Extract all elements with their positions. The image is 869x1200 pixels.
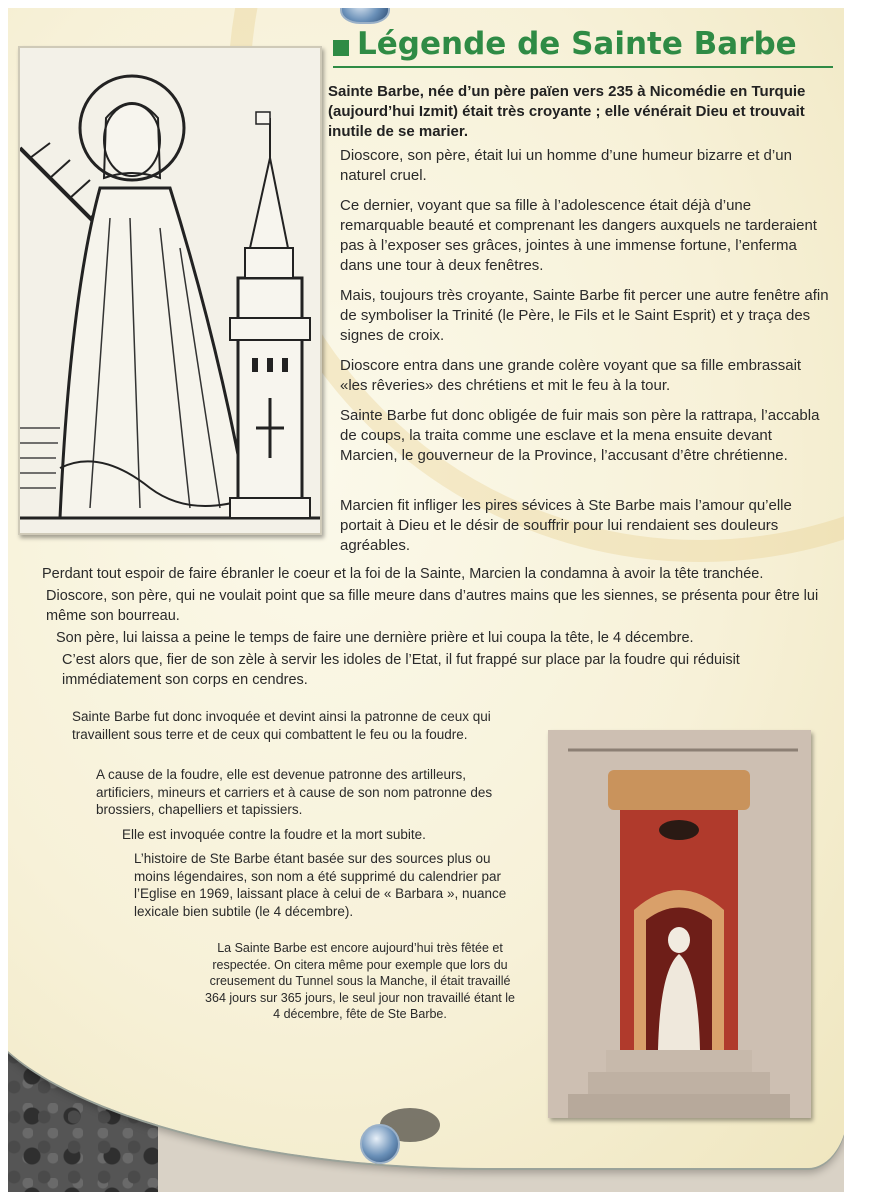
paragraph-15: La Sainte Barbe est encore aujourd’hui très fêtée et respectée. On citera même pour exemple que lors du creusement du Tunnel sous la Manche, il était travaillé 364 jours sur 365 jours, le seul jour non travaillé étant le 4 décembre, fête de Ste Barbe. bbox=[205, 941, 515, 1021]
paragraph-14: L’histoire de Ste Barbe étant basée sur des sources plus ou moins légendaires, son nom a été supprimé du calendrier par l’Eglise en 1969, laissant place à celui de « Barbara », nuance lexicale bien subtile (le 4 décembre). bbox=[134, 851, 507, 919]
title-block bbox=[333, 22, 833, 68]
statue-tower-icon bbox=[548, 730, 811, 1118]
paragraph-8: Dioscore, son père, qui ne voulait point que sa fille meure dans d’autres mains que les siennes, se présenta pour être lui même son bourreau. bbox=[46, 588, 819, 624]
paragraph-11: Sainte Barbe fut donc invoquée et devint ainsi la patronne de ceux qui travaillent sous terre et de ceux qui combattent le feu ou la foudre. bbox=[72, 709, 491, 742]
paragraph-12: A cause de la foudre, elle est devenue patronne des artilleurs, artificiers, mineurs et carriers et à cause de son nom patronne des brossiers, chapelliers et tapissiers. bbox=[96, 767, 493, 817]
woodcut-illustration bbox=[18, 46, 322, 535]
square-bullet-icon bbox=[333, 40, 349, 56]
photo-background bbox=[8, 8, 844, 1192]
paragraph-10: C’est alors que, fier de son zèle à servir les idoles de l’Etat, il fut frappé sur place par la foudre qui réduisit immédiatement son corps en cendres. bbox=[62, 652, 740, 688]
page-title: Légende de Sainte Barbe bbox=[357, 26, 797, 62]
statue-photo bbox=[548, 730, 811, 1118]
paragraph-2: Ce dernier, voyant que sa fille à l’adolescence était déjà d’une remarquable beauté et comprenant les dangers auxquels ne tarderaient pas à l’exposer ses grâces, jointes à une immense fortune, l’enferma dans une tour à deux fenêtres. bbox=[340, 197, 817, 274]
paragraph-3: Mais, toujours très croyante, Sainte Barbe fit percer une autre fenêtre afin de symboliser la Trinité (le Père, le Fils et le Saint Esprit) et y traça des signes de croix. bbox=[340, 287, 829, 344]
saint-barbara-woodcut-icon bbox=[20, 48, 320, 533]
paragraph-13: Elle est invoquée contre la foudre et la mort subite. bbox=[122, 827, 426, 842]
paragraph-9: Son père, lui laissa a peine le temps de faire une dernière prière et lui coupa la tête, le 4 décembre. bbox=[56, 630, 694, 646]
paragraph-7: Perdant tout espoir de faire ébranler le coeur et la foi de la Sainte, Marcien la condamna à avoir la tête tranchée. bbox=[42, 566, 764, 582]
intro-paragraph: Sainte Barbe, née d’un père païen vers 235 à Nicomédie en Turquie (aujourd’hui Izmit) était très croyante ; elle vénérait Dieu et trouvait inutile de se marier. bbox=[328, 83, 806, 140]
mounting-bolt-bottom bbox=[360, 1124, 400, 1164]
paragraph-5: Sainte Barbe fut donc obligée de fuir mais son père la rattrapa, l’accabla de coups, la traita comme une esclave et la mena ensuite devant Marcien, le gouverneur de la Province, l’accusant d’être chrétienne. bbox=[340, 407, 820, 464]
paragraph-4: Dioscore entra dans une grande colère voyant que sa fille embrassait «les rêveries» des chrétiens et mit le feu à la tour. bbox=[340, 357, 802, 394]
paragraph-6: Marcien fit infliger les pires sévices à Ste Barbe mais l’amour qu’elle portait à Dieu et le désir de souffrir pour lui rendaient ses douleurs agréables. bbox=[340, 497, 792, 554]
paragraph-1: Dioscore, son père, était lui un homme d’une humeur bizarre et d’un naturel cruel. bbox=[340, 147, 792, 184]
